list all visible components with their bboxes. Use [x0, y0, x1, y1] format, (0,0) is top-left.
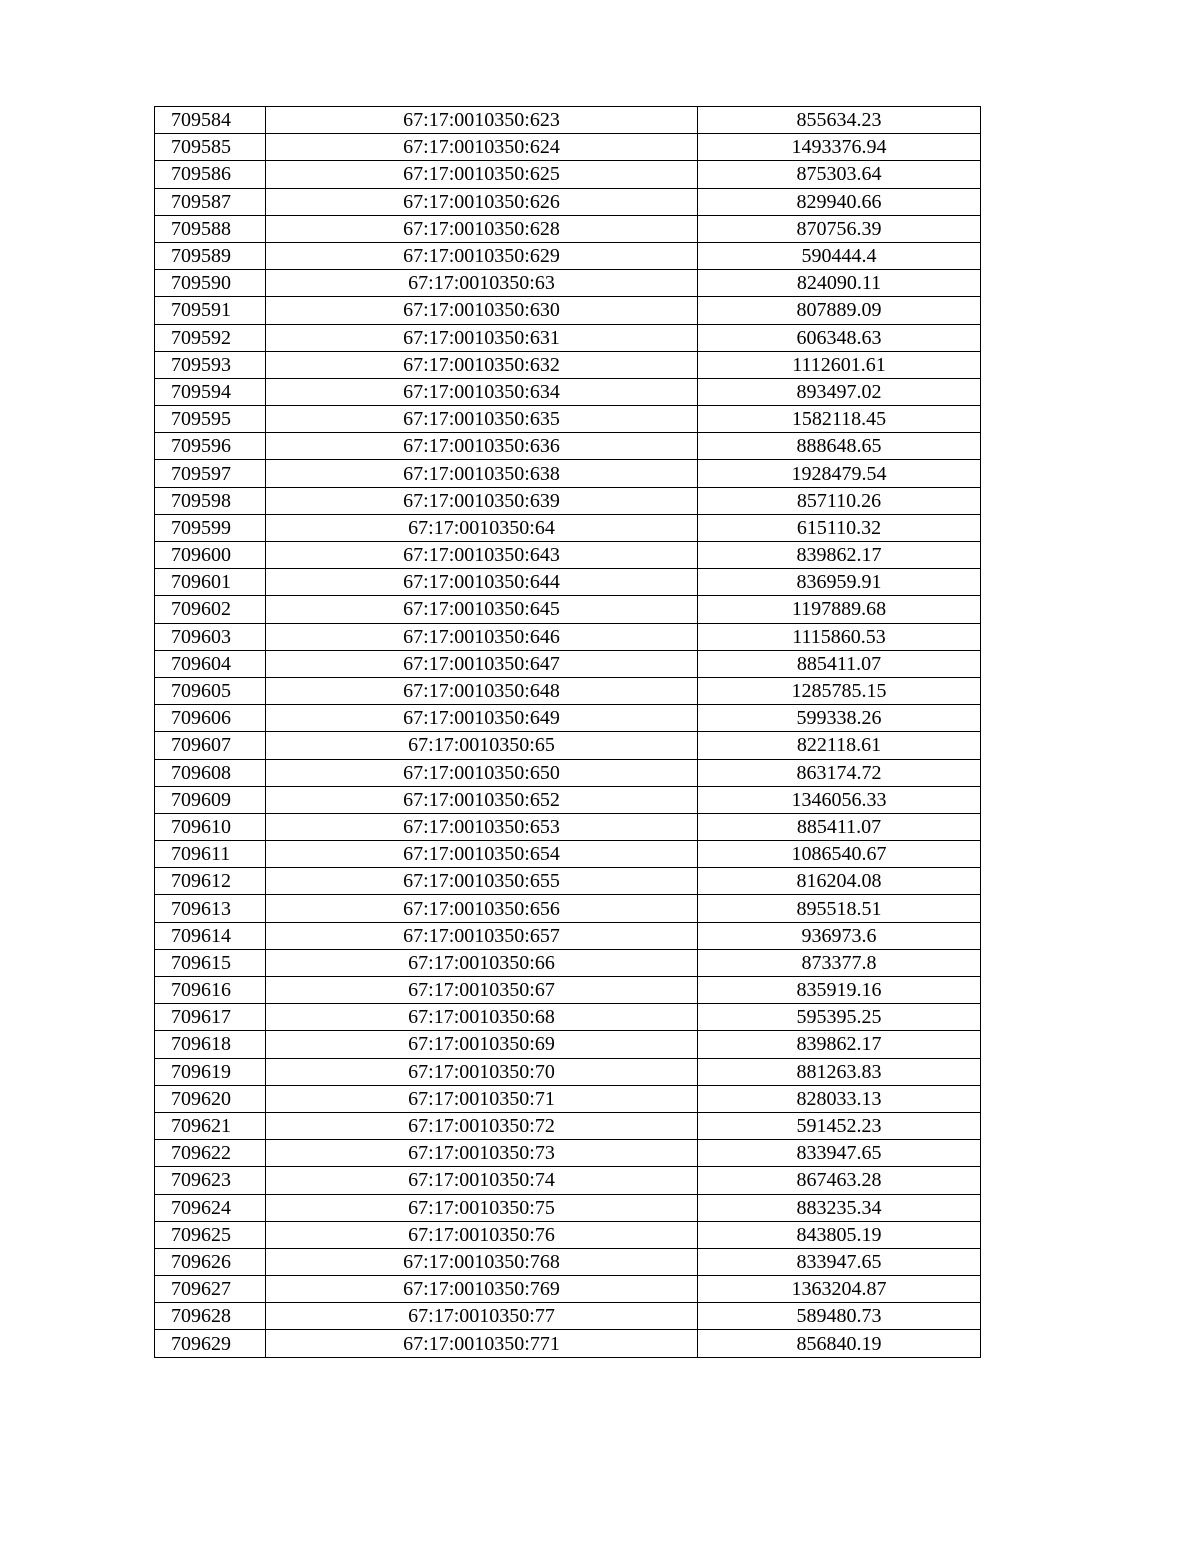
- cadastral-value-cell: 1285785.15: [698, 677, 981, 704]
- cadastral-value-cell: 888648.65: [698, 433, 981, 460]
- row-number-cell: 709604: [155, 650, 266, 677]
- table-row: [155, 895, 981, 922]
- table-row: [155, 1194, 981, 1221]
- cadastral-number-cell: 67:17:0010350:650: [266, 759, 698, 786]
- cadastral-value-cell: 828033.13: [698, 1085, 981, 1112]
- cadastral-value-cell: 867463.28: [698, 1167, 981, 1194]
- table-row: [155, 977, 981, 1004]
- row-number-cell: 709592: [155, 324, 266, 351]
- table-row: [155, 188, 981, 215]
- cadastral-value-cell: 807889.09: [698, 297, 981, 324]
- cadastral-value-cell: 839862.17: [698, 1031, 981, 1058]
- table-row: [155, 1031, 981, 1058]
- cadastral-value-cell: 822118.61: [698, 732, 981, 759]
- cadastral-value-cell: 595395.25: [698, 1004, 981, 1031]
- cadastral-number-cell: 67:17:0010350:649: [266, 705, 698, 732]
- cadastral-value-cell: 883235.34: [698, 1194, 981, 1221]
- row-number-cell: 709620: [155, 1085, 266, 1112]
- cadastral-number-cell: 67:17:0010350:63: [266, 270, 698, 297]
- table-row: [155, 161, 981, 188]
- table-row: [155, 1330, 981, 1357]
- table-row: [155, 134, 981, 161]
- row-number-cell: 709614: [155, 922, 266, 949]
- table-row: [155, 841, 981, 868]
- table-row: [155, 1167, 981, 1194]
- row-number-cell: 709628: [155, 1303, 266, 1330]
- cadastral-value-cell: 824090.11: [698, 270, 981, 297]
- cadastral-value-cell: 1115860.53: [698, 623, 981, 650]
- table-row: [155, 242, 981, 269]
- table-row: [155, 514, 981, 541]
- cadastral-number-cell: 67:17:0010350:647: [266, 650, 698, 677]
- cadastral-value-cell: 839862.17: [698, 542, 981, 569]
- table-row: [155, 1248, 981, 1275]
- table-row: [155, 107, 981, 134]
- cadastral-number-cell: 67:17:0010350:653: [266, 813, 698, 840]
- cadastral-number-cell: 67:17:0010350:771: [266, 1330, 698, 1357]
- row-number-cell: 709601: [155, 569, 266, 596]
- row-number-cell: 709623: [155, 1167, 266, 1194]
- table-row: [155, 1112, 981, 1139]
- cadastral-value-cell: 615110.32: [698, 514, 981, 541]
- cadastral-value-cell: 885411.07: [698, 813, 981, 840]
- table-row: [155, 270, 981, 297]
- row-number-cell: 709593: [155, 351, 266, 378]
- row-number-cell: 709584: [155, 107, 266, 134]
- cadastral-number-cell: 67:17:0010350:625: [266, 161, 698, 188]
- cadastral-number-cell: 67:17:0010350:646: [266, 623, 698, 650]
- cadastral-value-cell: 1086540.67: [698, 841, 981, 868]
- cadastral-value-cell: 590444.4: [698, 242, 981, 269]
- cadastral-value-cell: 836959.91: [698, 569, 981, 596]
- cadastral-number-cell: 67:17:0010350:65: [266, 732, 698, 759]
- table-row: [155, 1276, 981, 1303]
- row-number-cell: 709611: [155, 841, 266, 868]
- table-row: [155, 1221, 981, 1248]
- cadastral-number-cell: 67:17:0010350:71: [266, 1085, 698, 1112]
- cadastral-number-cell: 67:17:0010350:66: [266, 949, 698, 976]
- cadastral-number-cell: 67:17:0010350:68: [266, 1004, 698, 1031]
- cadastral-number-cell: 67:17:0010350:643: [266, 542, 698, 569]
- row-number-cell: 709618: [155, 1031, 266, 1058]
- cadastral-number-cell: 67:17:0010350:654: [266, 841, 698, 868]
- cadastral-value-cell: 591452.23: [698, 1112, 981, 1139]
- cadastral-number-cell: 67:17:0010350:631: [266, 324, 698, 351]
- row-number-cell: 709613: [155, 895, 266, 922]
- cadastral-value-cell: 895518.51: [698, 895, 981, 922]
- table-row: [155, 297, 981, 324]
- cadastral-value-cell: 835919.16: [698, 977, 981, 1004]
- cadastral-number-cell: 67:17:0010350:77: [266, 1303, 698, 1330]
- table-row: [155, 786, 981, 813]
- row-number-cell: 709597: [155, 460, 266, 487]
- cadastral-number-cell: 67:17:0010350:639: [266, 487, 698, 514]
- cadastral-value-cell: 1582118.45: [698, 406, 981, 433]
- cadastral-value-cell: 829940.66: [698, 188, 981, 215]
- cadastral-value-cell: 893497.02: [698, 378, 981, 405]
- table-row: [155, 1303, 981, 1330]
- row-number-cell: 709600: [155, 542, 266, 569]
- cadastral-number-cell: 67:17:0010350:630: [266, 297, 698, 324]
- cadastral-value-cell: 1493376.94: [698, 134, 981, 161]
- row-number-cell: 709595: [155, 406, 266, 433]
- table-row: [155, 324, 981, 351]
- row-number-cell: 709609: [155, 786, 266, 813]
- row-number-cell: 709608: [155, 759, 266, 786]
- cadastral-number-cell: 67:17:0010350:74: [266, 1167, 698, 1194]
- cadastral-value-cell: 1363204.87: [698, 1276, 981, 1303]
- table-row: [155, 542, 981, 569]
- row-number-cell: 709606: [155, 705, 266, 732]
- cadastral-number-cell: 67:17:0010350:635: [266, 406, 698, 433]
- cadastral-value-cell: 833947.65: [698, 1248, 981, 1275]
- row-number-cell: 709605: [155, 677, 266, 704]
- cadastral-value-cell: 599338.26: [698, 705, 981, 732]
- table-row: [155, 487, 981, 514]
- table-row: [155, 596, 981, 623]
- row-number-cell: 709610: [155, 813, 266, 840]
- cadastral-value-cell: 833947.65: [698, 1140, 981, 1167]
- table-row: [155, 351, 981, 378]
- table-row: [155, 949, 981, 976]
- row-number-cell: 709626: [155, 1248, 266, 1275]
- cadastral-number-cell: 67:17:0010350:632: [266, 351, 698, 378]
- row-number-cell: 709629: [155, 1330, 266, 1357]
- table-row: [155, 406, 981, 433]
- cadastral-value-cell: 1112601.61: [698, 351, 981, 378]
- table-row: [155, 460, 981, 487]
- cadastral-value-cell: 589480.73: [698, 1303, 981, 1330]
- table-row: [155, 378, 981, 405]
- cadastral-number-cell: 67:17:0010350:73: [266, 1140, 698, 1167]
- row-number-cell: 709586: [155, 161, 266, 188]
- cadastral-number-cell: 67:17:0010350:623: [266, 107, 698, 134]
- row-number-cell: 709625: [155, 1221, 266, 1248]
- cadastral-value-cell: 606348.63: [698, 324, 981, 351]
- cadastral-number-cell: 67:17:0010350:629: [266, 242, 698, 269]
- table-row: [155, 650, 981, 677]
- cadastral-number-cell: 67:17:0010350:72: [266, 1112, 698, 1139]
- row-number-cell: 709624: [155, 1194, 266, 1221]
- table-row: [155, 922, 981, 949]
- cadastral-number-cell: 67:17:0010350:626: [266, 188, 698, 215]
- cadastral-number-cell: 67:17:0010350:657: [266, 922, 698, 949]
- row-number-cell: 709602: [155, 596, 266, 623]
- cadastral-value-cell: 885411.07: [698, 650, 981, 677]
- cadastral-value-cell: 936973.6: [698, 922, 981, 949]
- cadastral-value-cell: 1346056.33: [698, 786, 981, 813]
- table-row: [155, 677, 981, 704]
- table-row: [155, 1058, 981, 1085]
- row-number-cell: 709619: [155, 1058, 266, 1085]
- cadastral-value-cell: 881263.83: [698, 1058, 981, 1085]
- table-row: [155, 868, 981, 895]
- cadastral-number-cell: 67:17:0010350:652: [266, 786, 698, 813]
- table-row: [155, 623, 981, 650]
- table-row: [155, 705, 981, 732]
- cadastral-number-cell: 67:17:0010350:67: [266, 977, 698, 1004]
- cadastral-number-cell: 67:17:0010350:69: [266, 1031, 698, 1058]
- cadastral-number-cell: 67:17:0010350:76: [266, 1221, 698, 1248]
- table-body: [155, 107, 981, 1358]
- cadastral-value-cell: 873377.8: [698, 949, 981, 976]
- cadastral-number-cell: 67:17:0010350:628: [266, 215, 698, 242]
- cadastral-number-cell: 67:17:0010350:636: [266, 433, 698, 460]
- row-number-cell: 709585: [155, 134, 266, 161]
- table-row: [155, 215, 981, 242]
- row-number-cell: 709612: [155, 868, 266, 895]
- row-number-cell: 709589: [155, 242, 266, 269]
- row-number-cell: 709596: [155, 433, 266, 460]
- cadastral-number-cell: 67:17:0010350:624: [266, 134, 698, 161]
- cadastral-value-table: [154, 106, 981, 1358]
- row-number-cell: 709615: [155, 949, 266, 976]
- cadastral-number-cell: 67:17:0010350:656: [266, 895, 698, 922]
- cadastral-value-cell: 855634.23: [698, 107, 981, 134]
- table-row: [155, 732, 981, 759]
- table-row: [155, 1140, 981, 1167]
- table-row: [155, 433, 981, 460]
- row-number-cell: 709621: [155, 1112, 266, 1139]
- cadastral-number-cell: 67:17:0010350:768: [266, 1248, 698, 1275]
- table-row: [155, 1004, 981, 1031]
- row-number-cell: 709587: [155, 188, 266, 215]
- cadastral-value-cell: 1197889.68: [698, 596, 981, 623]
- cadastral-value-cell: 870756.39: [698, 215, 981, 242]
- row-number-cell: 709591: [155, 297, 266, 324]
- cadastral-value-cell: 856840.19: [698, 1330, 981, 1357]
- cadastral-number-cell: 67:17:0010350:645: [266, 596, 698, 623]
- row-number-cell: 709603: [155, 623, 266, 650]
- cadastral-number-cell: 67:17:0010350:634: [266, 378, 698, 405]
- row-number-cell: 709594: [155, 378, 266, 405]
- cadastral-value-cell: 843805.19: [698, 1221, 981, 1248]
- cadastral-number-cell: 67:17:0010350:638: [266, 460, 698, 487]
- row-number-cell: 709607: [155, 732, 266, 759]
- table-row: [155, 1085, 981, 1112]
- row-number-cell: 709588: [155, 215, 266, 242]
- row-number-cell: 709622: [155, 1140, 266, 1167]
- row-number-cell: 709616: [155, 977, 266, 1004]
- row-number-cell: 709617: [155, 1004, 266, 1031]
- cadastral-number-cell: 67:17:0010350:648: [266, 677, 698, 704]
- cadastral-value-cell: 1928479.54: [698, 460, 981, 487]
- cadastral-number-cell: 67:17:0010350:70: [266, 1058, 698, 1085]
- cadastral-value-cell: 816204.08: [698, 868, 981, 895]
- cadastral-number-cell: 67:17:0010350:769: [266, 1276, 698, 1303]
- table-row: [155, 759, 981, 786]
- cadastral-number-cell: 67:17:0010350:655: [266, 868, 698, 895]
- cadastral-number-cell: 67:17:0010350:64: [266, 514, 698, 541]
- row-number-cell: 709598: [155, 487, 266, 514]
- cadastral-value-cell: 875303.64: [698, 161, 981, 188]
- cadastral-value-cell: 857110.26: [698, 487, 981, 514]
- row-number-cell: 709627: [155, 1276, 266, 1303]
- cadastral-number-cell: 67:17:0010350:75: [266, 1194, 698, 1221]
- table-row: [155, 569, 981, 596]
- row-number-cell: 709599: [155, 514, 266, 541]
- table-row: [155, 813, 981, 840]
- cadastral-number-cell: 67:17:0010350:644: [266, 569, 698, 596]
- row-number-cell: 709590: [155, 270, 266, 297]
- cadastral-value-cell: 863174.72: [698, 759, 981, 786]
